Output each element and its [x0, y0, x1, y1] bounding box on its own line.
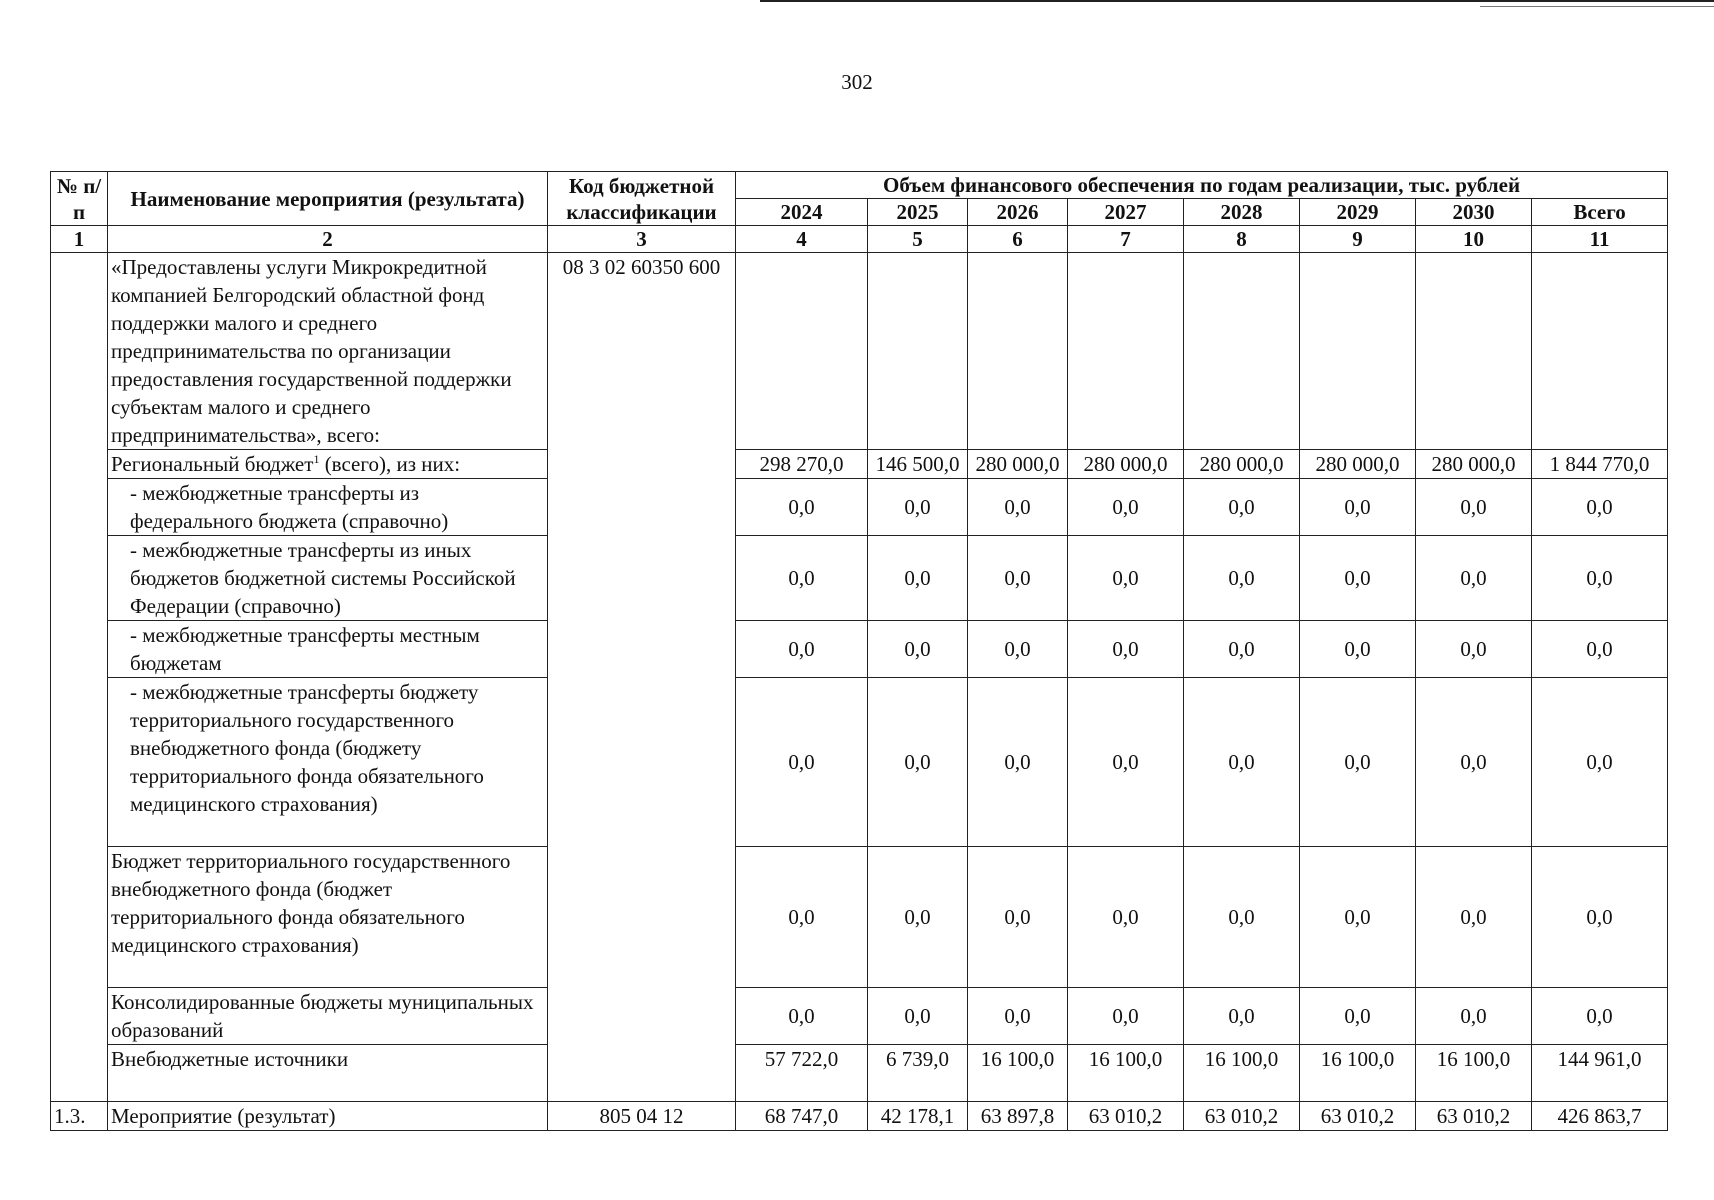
column-index: 8	[1184, 226, 1300, 253]
value-cell: 0,0	[968, 479, 1068, 536]
footnote-mark: 1	[313, 452, 320, 466]
block-budget-code: 08 3 02 60350 600	[548, 253, 736, 1102]
value-cell: 0,0	[736, 847, 868, 988]
transfer-label: - межбюджетные трансферты из федерального бюджета (справочно)	[108, 479, 548, 536]
value-cell: 0,0	[1416, 479, 1532, 536]
header-year: 2030	[1416, 199, 1532, 226]
value-cell: 298 270,0	[736, 450, 868, 479]
block-number-cell	[51, 253, 108, 1102]
transfer-row	[51, 536, 1668, 621]
transfer-row	[51, 678, 1668, 847]
value-cell: 0,0	[1184, 988, 1300, 1045]
value-cell: 1 844 770,0	[1532, 450, 1668, 479]
value-cell: 63 010,2	[1300, 1102, 1416, 1131]
value-cell: 0,0	[1068, 988, 1184, 1045]
empty-cell	[736, 253, 868, 450]
value-cell: 0,0	[1300, 479, 1416, 536]
value-cell: 0,0	[968, 847, 1068, 988]
header-year: 2027	[1068, 199, 1184, 226]
value-cell: 0,0	[1300, 621, 1416, 678]
financing-table	[50, 171, 1668, 1131]
value-cell: 0,0	[1532, 678, 1668, 847]
header-number: № п/п	[51, 172, 108, 226]
transfer-row	[51, 621, 1668, 678]
tfoms-budget-row	[51, 847, 1668, 988]
offbudget-label: Внебюджетные источники	[108, 1045, 548, 1102]
value-cell: 0,0	[736, 479, 868, 536]
column-index-row	[51, 226, 1668, 253]
header-year: 2026	[968, 199, 1068, 226]
value-cell: 0,0	[968, 988, 1068, 1045]
value-cell: 0,0	[1532, 536, 1668, 621]
scan-top-line	[760, 0, 1714, 2]
empty-cell	[1068, 253, 1184, 450]
header-row-1	[51, 172, 1668, 199]
header-budget-code: Код бюджетной классификации	[548, 172, 736, 226]
value-cell: 16 100,0	[1416, 1045, 1532, 1102]
header-year: 2025	[868, 199, 968, 226]
value-cell: 0,0	[1068, 678, 1184, 847]
empty-cell	[868, 253, 968, 450]
value-cell: 0,0	[1184, 847, 1300, 988]
column-index: 7	[1068, 226, 1184, 253]
value-cell: 0,0	[868, 678, 968, 847]
value-cell: 0,0	[736, 621, 868, 678]
value-cell: 0,0	[1532, 479, 1668, 536]
value-cell: 0,0	[1184, 479, 1300, 536]
value-cell: 0,0	[1184, 621, 1300, 678]
value-cell: 6 739,0	[868, 1045, 968, 1102]
value-cell: 57 722,0	[736, 1045, 868, 1102]
empty-cell	[1416, 253, 1532, 450]
column-index: 6	[968, 226, 1068, 253]
transfer-label: - межбюджетные трансферты местным бюджетам	[108, 621, 548, 678]
value-cell: 16 100,0	[1300, 1045, 1416, 1102]
value-cell: 0,0	[1300, 847, 1416, 988]
value-cell: 0,0	[1416, 621, 1532, 678]
event-budget-code: 805 04 12	[548, 1102, 736, 1131]
value-cell: 0,0	[968, 536, 1068, 621]
value-cell: 280 000,0	[1068, 450, 1184, 479]
empty-cell	[968, 253, 1068, 450]
value-cell: 0,0	[736, 678, 868, 847]
value-cell: 280 000,0	[1184, 450, 1300, 479]
tfoms-budget-label: Бюджет территориального государственного внебюджетного фонда (бюджет территориального фонда обязательного медицинского страхования)	[108, 847, 548, 988]
value-cell: 280 000,0	[1416, 450, 1532, 479]
value-cell: 16 100,0	[968, 1045, 1068, 1102]
value-cell: 0,0	[1416, 847, 1532, 988]
value-cell: 0,0	[1532, 847, 1668, 988]
value-cell: 0,0	[1184, 678, 1300, 847]
value-cell: 0,0	[1300, 988, 1416, 1045]
value-cell: 426 863,7	[1532, 1102, 1668, 1131]
value-cell: 280 000,0	[1300, 450, 1416, 479]
header-year: 2024	[736, 199, 868, 226]
value-cell: 0,0	[1532, 621, 1668, 678]
value-cell: 0,0	[1068, 536, 1184, 621]
value-cell: 0,0	[968, 621, 1068, 678]
empty-cell	[1532, 253, 1668, 450]
value-cell: 0,0	[736, 536, 868, 621]
column-index: 1	[51, 226, 108, 253]
value-cell: 0,0	[868, 479, 968, 536]
value-cell: 0,0	[1068, 621, 1184, 678]
value-cell: 68 747,0	[736, 1102, 868, 1131]
column-index: 11	[1532, 226, 1668, 253]
value-cell: 0,0	[1300, 536, 1416, 621]
value-cell: 0,0	[868, 536, 968, 621]
column-index: 5	[868, 226, 968, 253]
transfer-label: - межбюджетные трансферты бюджету территориального государственного внебюджетного фонда (бюджету территориального фонда обязательного медицинского страхования)	[108, 678, 548, 847]
empty-cell	[1300, 253, 1416, 450]
regional-budget-label: Региональный бюджет$^1$ (всего), из них:	[108, 450, 548, 479]
value-cell: 0,0	[868, 988, 968, 1045]
value-cell: 0,0	[968, 678, 1068, 847]
scan-top-line-secondary	[1480, 6, 1714, 7]
header-total: Всего	[1532, 199, 1668, 226]
block-title-row	[51, 253, 1668, 450]
transfer-label: - межбюджетные трансферты из иных бюджетов бюджетной системы Российской Федерации (справочно)	[108, 536, 548, 621]
page-number: 302	[841, 70, 873, 94]
block-title: «Предоставлены услуги Микрокредитной компанией Белгородский областной фонд поддержки малого и среднего предпринимательства по организации предоставления государственной поддержки субъектам малого и среднего предпринимательства», всего:	[108, 253, 548, 450]
event-number: 1.3.	[51, 1102, 108, 1131]
value-cell: 146 500,0	[868, 450, 968, 479]
municipal-budget-label: Консолидированные бюджеты муниципальных образований	[108, 988, 548, 1045]
event-label: Мероприятие (результат)	[108, 1102, 548, 1131]
value-cell: 0,0	[1184, 536, 1300, 621]
offbudget-row	[51, 1045, 1668, 1102]
header-event-name: Наименование мероприятия (результата)	[108, 172, 548, 226]
value-cell: 63 010,2	[1068, 1102, 1184, 1131]
value-cell: 63 010,2	[1184, 1102, 1300, 1131]
value-cell: 0,0	[1416, 536, 1532, 621]
column-index: 4	[736, 226, 868, 253]
column-index: 2	[108, 226, 548, 253]
transfer-row	[51, 479, 1668, 536]
header-year: 2028	[1184, 199, 1300, 226]
value-cell: 280 000,0	[968, 450, 1068, 479]
value-cell: 0,0	[1068, 847, 1184, 988]
value-cell: 42 178,1	[868, 1102, 968, 1131]
column-index: 3	[548, 226, 736, 253]
column-index: 10	[1416, 226, 1532, 253]
event-row	[51, 1102, 1668, 1131]
value-cell: 0,0	[868, 847, 968, 988]
value-cell: 63 897,8	[968, 1102, 1068, 1131]
value-cell: 0,0	[1532, 988, 1668, 1045]
value-cell: 0,0	[736, 988, 868, 1045]
value-cell: 0,0	[1416, 678, 1532, 847]
empty-cell	[1184, 253, 1300, 450]
value-cell: 0,0	[868, 621, 968, 678]
column-index: 9	[1300, 226, 1416, 253]
value-cell: 0,0	[1068, 479, 1184, 536]
value-cell: 63 010,2	[1416, 1102, 1532, 1131]
value-cell: 16 100,0	[1068, 1045, 1184, 1102]
header-financing-group: Объем финансового обеспечения по годам реализации, тыс. рублей	[736, 172, 1668, 199]
value-cell: 0,0	[1416, 988, 1532, 1045]
value-cell: 16 100,0	[1184, 1045, 1300, 1102]
regional-budget-row	[51, 450, 1668, 479]
value-cell: 144 961,0	[1532, 1045, 1668, 1102]
municipal-budget-row	[51, 988, 1668, 1045]
value-cell: 0,0	[1300, 678, 1416, 847]
header-year: 2029	[1300, 199, 1416, 226]
